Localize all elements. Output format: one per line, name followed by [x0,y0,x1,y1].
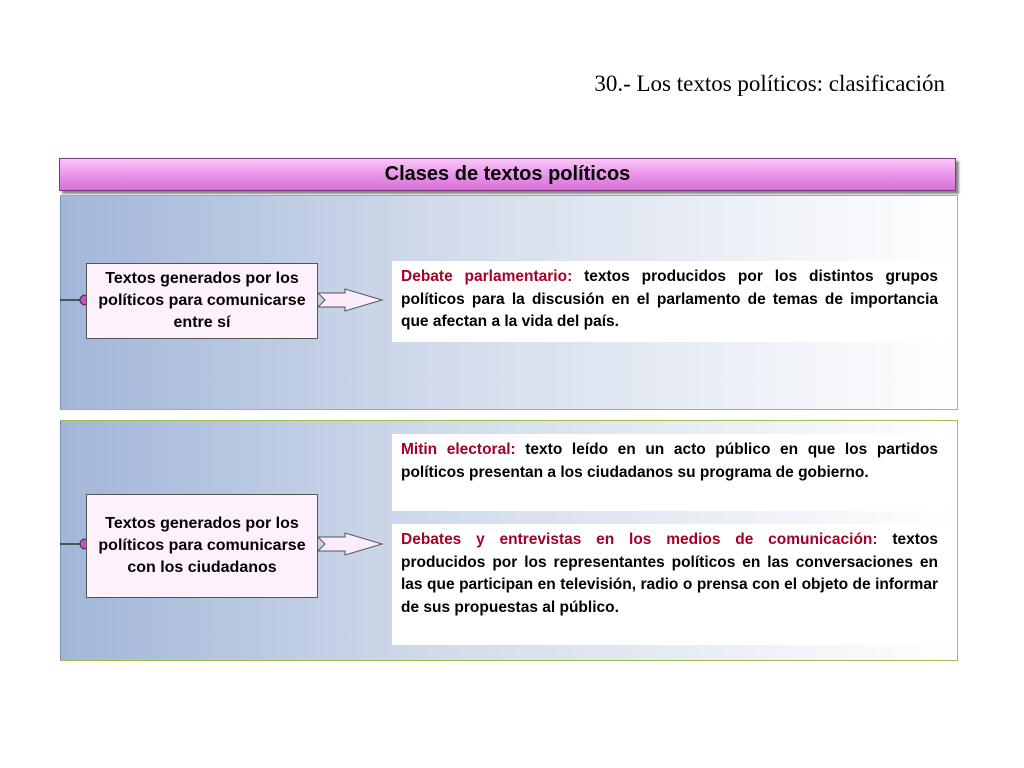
diagram-header-label: Clases de textos políticos [384,163,631,185]
source-box-group-1 [86,263,318,339]
desc-box-debates-entrevistas [392,524,947,645]
term-label: Debates y entrevistas en los medios de comunicación: [401,531,878,548]
term-description: textos producidos por los distintos grupos políticos para la discusión en el parlamento de temas de importancia que afectan a la vida del país. [401,268,938,330]
term-label: Debate parlamentario: [401,268,573,285]
desc-box-mitin-electoral [392,434,947,511]
source-label-2: Textos generados por los políticos para comunicarse con los ciudadanos [98,515,306,576]
term-label: Mitin electoral: [401,441,516,458]
slide-title: 30.- Los textos políticos: clasificación [594,71,945,96]
source-box-group-2 [86,494,318,598]
term-description: texto leído en un acto público en que los partidos políticos presentan a los ciudadanos su programa de gobierno. [401,441,938,481]
term-description: textos producidos por los representantes políticos en las conversaciones en las que participan en televisión, radio o prensa con el objeto de informar de sus propuestas al público. [401,531,938,616]
source-label-1: Textos generados por los políticos para comunicarse entre sí [98,270,306,331]
diagram-header [59,158,956,191]
desc-box-debate-parlamentario [392,261,947,342]
